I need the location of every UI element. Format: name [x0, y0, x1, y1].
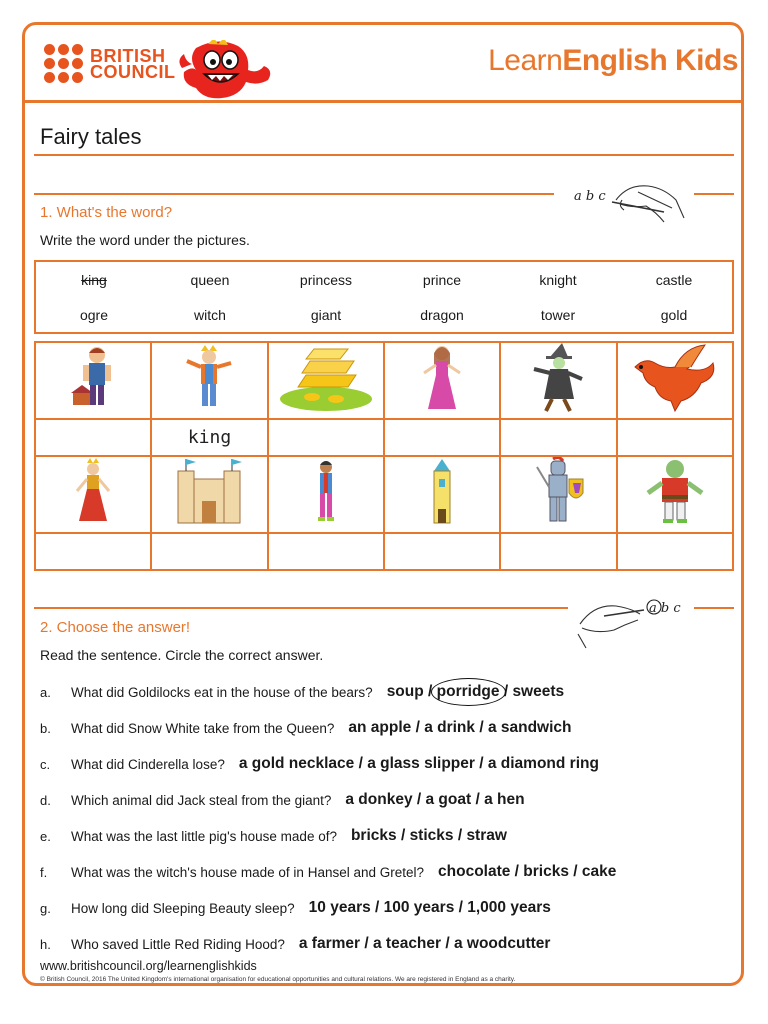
- word-bank-word: prince: [422, 271, 462, 288]
- header-divider: [25, 100, 743, 103]
- answer-cell[interactable]: [384, 419, 500, 456]
- picture-cell: [500, 456, 616, 533]
- knight-picture-icon: [523, 457, 593, 527]
- answer-option[interactable]: a teacher: [372, 935, 442, 952]
- word-bank-word: witch: [194, 306, 226, 323]
- word-bank: [34, 260, 734, 334]
- section1-hand-label: a b c: [574, 189, 606, 204]
- answer-cell[interactable]: [617, 419, 733, 456]
- word-bank-word: knight: [539, 271, 577, 288]
- picture-cell: [35, 456, 151, 533]
- answer-option[interactable]: sticks: [409, 827, 454, 844]
- answer-cell[interactable]: [500, 533, 616, 570]
- logo-line-1: BRITISH: [90, 45, 166, 66]
- answer-cell[interactable]: [500, 419, 616, 456]
- question-item: [40, 827, 507, 845]
- question-letter: c.: [40, 756, 51, 772]
- answer-cell[interactable]: [617, 533, 733, 570]
- footer-url[interactable]: www.britishcouncil.org/learnenglishkids: [40, 959, 257, 973]
- answer-option[interactable]: soup: [386, 683, 424, 700]
- section2-rule-left: [34, 607, 568, 609]
- answer-options: soup / porridge / sweets: [386, 683, 565, 700]
- princess-picture-icon: [412, 343, 472, 413]
- question-text: What was the last little pig's house made of?: [71, 828, 337, 844]
- page-title: Fairy tales: [40, 124, 142, 149]
- gold-picture-icon: [276, 343, 376, 413]
- question-letter: b.: [40, 720, 51, 736]
- word-bank-row: [36, 297, 732, 332]
- question-letter: f.: [40, 864, 48, 880]
- question-text: What was the witch's house made of in Hansel and Gretel?: [71, 864, 425, 880]
- picture-cell: [617, 456, 733, 533]
- section2-rule-right: [694, 607, 734, 609]
- question-text: What did Goldilocks eat in the house of the bears?: [71, 684, 373, 700]
- picture-grid: [34, 341, 734, 571]
- picture-cell: [268, 456, 384, 533]
- question-text: Which animal did Jack steal from the giant?: [71, 792, 332, 808]
- answer-option[interactable]: a farmer: [298, 935, 361, 952]
- answer-options: a gold necklace / a glass slipper / a diamond ring: [238, 755, 599, 772]
- answer-options: chocolate / bricks / cake: [438, 863, 617, 880]
- question-text: What did Snow White take from the Queen?: [71, 720, 335, 736]
- ogre-picture-icon: [640, 457, 710, 527]
- word-bank-word: princess: [299, 271, 353, 288]
- answer-option[interactable]: 1,000 years: [467, 899, 551, 916]
- answer-option[interactable]: bricks: [350, 827, 397, 844]
- answer-cell[interactable]: [151, 533, 267, 570]
- brand-main: English Kids: [562, 44, 738, 77]
- picture-cell: [500, 342, 616, 419]
- question-letter: a.: [40, 684, 51, 700]
- answer-option-circled[interactable]: porridge: [436, 683, 500, 700]
- logo-line-2: COUNCIL: [90, 61, 176, 82]
- answer-cell[interactable]: [268, 533, 384, 570]
- word-bank-word: giant: [310, 306, 342, 323]
- king-picture-icon: [179, 343, 239, 413]
- queen-picture-icon: [63, 457, 123, 527]
- answer-options: bricks / sticks / straw: [350, 827, 507, 844]
- section1-rule-left: [34, 193, 554, 195]
- question-item: [40, 935, 550, 953]
- answer-cell[interactable]: [35, 419, 151, 456]
- picture-cell: [151, 456, 267, 533]
- answer-cell[interactable]: [384, 533, 500, 570]
- brand-prefix: Learn: [488, 44, 563, 77]
- picture-cell: [617, 342, 733, 419]
- picture-cell: [35, 342, 151, 419]
- question-text: What did Cinderella lose?: [71, 756, 225, 772]
- answer-option[interactable]: a gold necklace: [238, 755, 355, 772]
- giant-picture-icon: [63, 343, 123, 413]
- answer-option[interactable]: a donkey: [345, 791, 413, 808]
- writing-hand-icon: [572, 178, 690, 234]
- answer-options: a donkey / a goat / a hen: [345, 791, 525, 808]
- word-bank-word: dragon: [420, 306, 464, 323]
- answer-option[interactable]: sweets: [512, 683, 565, 700]
- question-item: [40, 899, 551, 917]
- picture-cell: [384, 456, 500, 533]
- prince-picture-icon: [296, 457, 356, 527]
- learnenglish-kids-logo: [488, 44, 738, 78]
- logo-dots-icon: [44, 44, 83, 83]
- castle-picture-icon: [174, 457, 244, 527]
- question-item: [40, 683, 564, 701]
- question-item: [40, 863, 616, 881]
- section2-instruction: Read the sentence. Circle the correct answer.: [40, 647, 324, 663]
- answer-option[interactable]: cake: [581, 863, 617, 880]
- answer-option[interactable]: a goat: [425, 791, 472, 808]
- word-bank-word: tower: [540, 306, 576, 323]
- answer-options: an apple / a drink / a sandwich: [348, 719, 572, 736]
- picture-cell: [384, 342, 500, 419]
- word-bank-word: ogre: [79, 306, 109, 323]
- picture-cell: [151, 342, 267, 419]
- witch-picture-icon: [528, 343, 588, 413]
- section1-rule-right: [694, 193, 734, 195]
- answer-options: 10 years / 100 years / 1,000 years: [308, 899, 551, 916]
- tower-picture-icon: [422, 457, 462, 527]
- answer-options: a farmer / a teacher / a woodcutter: [298, 935, 551, 952]
- answer-option[interactable]: a glass slipper: [367, 755, 475, 772]
- question-letter: d.: [40, 792, 51, 808]
- answer-option[interactable]: chocolate: [438, 863, 511, 880]
- section2-hand-label: a b c: [649, 601, 681, 616]
- dragon-picture-icon: [625, 343, 725, 413]
- question-item: [40, 755, 599, 773]
- question-letter: e.: [40, 828, 51, 844]
- answer-option[interactable]: a drink: [424, 719, 476, 736]
- answer-option[interactable]: a diamond ring: [487, 755, 599, 772]
- answer-cell[interactable]: [268, 419, 384, 456]
- answer-option[interactable]: a hen: [484, 791, 525, 808]
- writing-hand-circle-icon: [574, 594, 692, 650]
- section2-title: 2. Choose the answer!: [40, 619, 191, 636]
- section1-title: 1. What's the word?: [40, 204, 173, 221]
- answer-cell[interactable]: king: [151, 419, 267, 456]
- answer-option[interactable]: straw: [466, 827, 507, 844]
- word-bank-word: castle: [655, 271, 693, 288]
- question-letter: h.: [40, 936, 51, 952]
- question-item: [40, 719, 572, 737]
- word-bank-row: [36, 262, 732, 297]
- monster-mascot-icon: [178, 40, 278, 102]
- answer-option[interactable]: a woodcutter: [453, 935, 551, 952]
- word-bank-word: king: [81, 271, 107, 288]
- title-underline: [34, 154, 734, 156]
- section1-instruction: Write the word under the pictures.: [40, 232, 250, 248]
- answer-option[interactable]: bricks: [523, 863, 569, 880]
- word-bank-word: queen: [190, 271, 230, 288]
- question-item: [40, 791, 525, 809]
- answer-option[interactable]: an apple: [348, 719, 412, 736]
- picture-cell: [268, 342, 384, 419]
- word-bank-word: gold: [660, 306, 688, 323]
- answer-option[interactable]: 10 years: [308, 899, 371, 916]
- answer-option[interactable]: 100 years: [383, 899, 455, 916]
- answer-option[interactable]: a sandwich: [487, 719, 572, 736]
- question-text: Who saved Little Red Riding Hood?: [71, 936, 285, 952]
- british-council-logo: [44, 44, 176, 83]
- question-letter: g.: [40, 900, 51, 916]
- question-text: How long did Sleeping Beauty sleep?: [71, 900, 295, 916]
- answer-cell[interactable]: [35, 533, 151, 570]
- footer-copyright: © British Council, 2016 The United Kingdom's international organisation for educational opportunities and cultural relations. We are registered in England as a charity.: [40, 976, 516, 983]
